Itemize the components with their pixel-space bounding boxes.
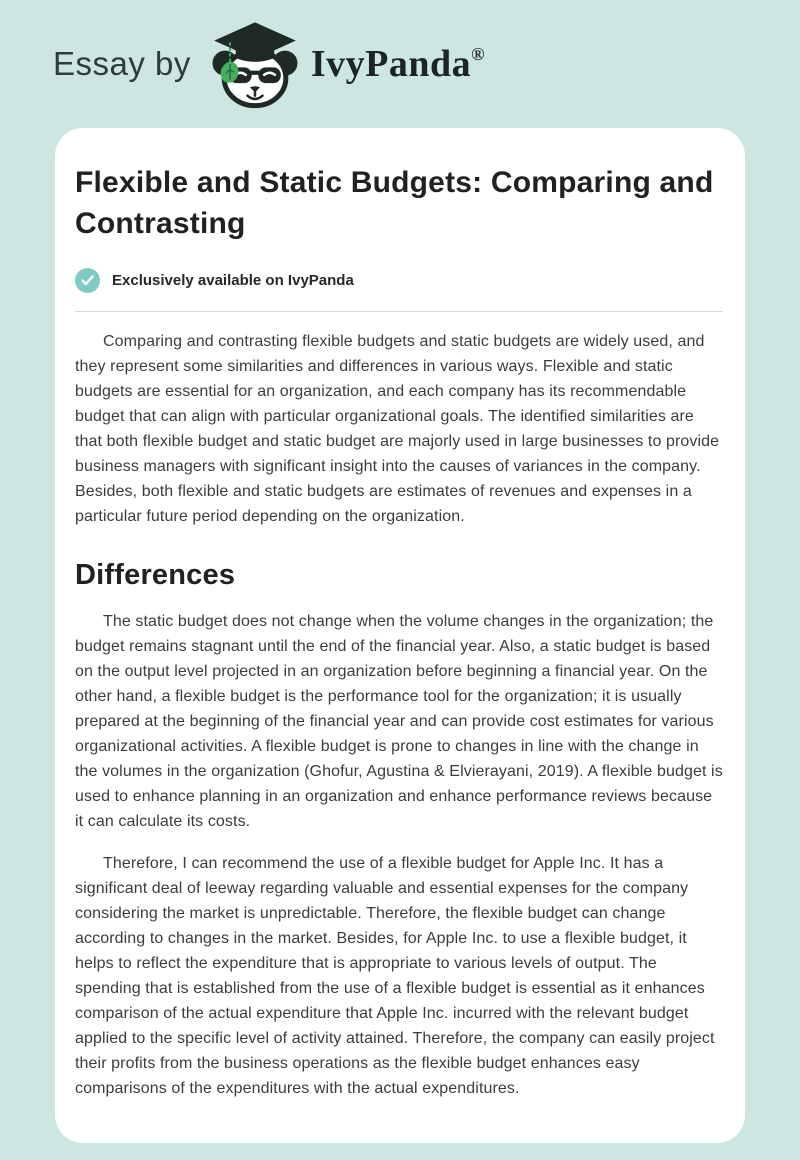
brand-text: IvyPanda: [310, 43, 472, 85]
essay-title: Flexible and Static Budgets: Comparing and Contrasting: [75, 166, 714, 240]
brand-name: [311, 42, 485, 86]
intro-paragraph: Comparing and contrasting flexible budgets and static budgets are widely used, and they represent some similarities and differences in various ways. Flexible and static budgets are essential for an organization, and each company has its recommendable budget that can align with particular organizational goals. The identified similarities are that both flexible budget and static budget are majorly used in large businesses to provide business managers with significant insight into the causes of variances in the company. Besides, both flexible and static budgets are estimates of revenues and expenses in a particular future period depending on the organization.: [75, 333, 720, 525]
check-icon: [75, 268, 100, 293]
panda-graduate-logo-icon: [205, 19, 305, 109]
divider: [75, 311, 723, 312]
availability-badge: [75, 268, 723, 293]
essay-by-label: Essay by: [53, 45, 191, 82]
page-header: [0, 0, 800, 128]
registered-mark: ®: [471, 44, 486, 64]
availability-label: Exclusively available on IvyPanda: [112, 272, 354, 289]
differences-paragraph-1: The static budget does not change when the volume changes in the organization; the budget remains stagnant until the end of the financial year. Also, a static budget is based on the output level projected in an organization before beginning a financial year. On the other hand, a flexible budget is the performance tool for the organization; it is usually prepared at the beginning of the financial year and can provide cost estimates for various organizational activities. A flexible budget is prone to changes in line with the change in the volumes in the organization (Ghofur, Agustina & Elvierayani, 2019). A flexible budget is used to enhance planning in an organization and enhance performance reviews because it can calculate its costs.: [75, 613, 723, 830]
section-heading-differences: Differences: [75, 559, 236, 591]
essay-card: [55, 128, 745, 1143]
differences-paragraph-2: Therefore, I can recommend the use of a flexible budget for Apple Inc. It has a significant deal of leeway regarding valuable and essential expenses for the company considering the market is unpredictable. Therefore, the flexible budget can change according to changes in the market. Besides, for Apple Inc. to use a flexible budget, it helps to reflect the expenditure that is appropriate to various levels of output. The spending that is established from the use of a flexible budget is essential as it enhances comparison of the actual expenditure that Apple Inc. incurred with the relevant budget applied to the specific level of activity attained. Therefore, the company can easily project their profits from the business operations as the flexible budget enhances easy comparisons of the expenditures with the actual expenditures.: [75, 855, 715, 1097]
